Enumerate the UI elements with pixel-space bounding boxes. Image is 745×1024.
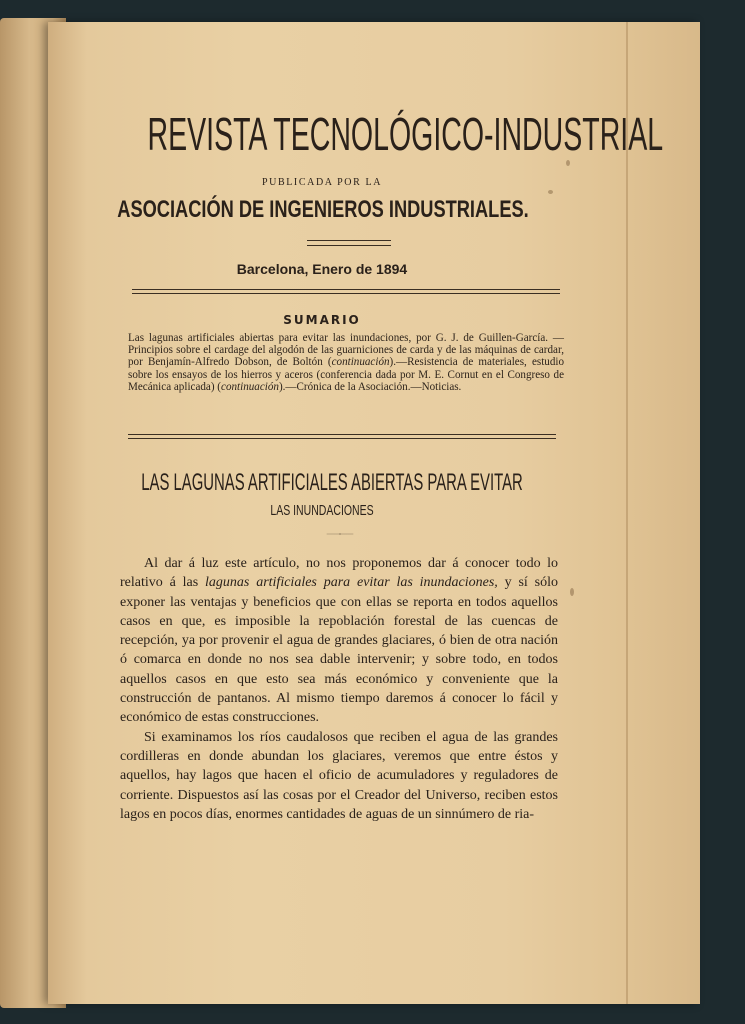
ornament-divider bbox=[300, 533, 380, 535]
published-by: PUBLICADA POR LA bbox=[261, 177, 383, 188]
summary-italic-b: continuación bbox=[221, 380, 279, 393]
summary-heading: SUMARIO bbox=[283, 313, 361, 327]
paragraph-1 bbox=[120, 554, 558, 728]
summary-part-c: ).—Crónica de la Asociación.—Noticias. bbox=[278, 380, 462, 393]
date-rule bbox=[132, 289, 560, 294]
article-body bbox=[120, 554, 558, 824]
issue-date: Barcelona, Enero de 1894 bbox=[236, 261, 408, 277]
paper-speck bbox=[566, 160, 570, 166]
paragraph-2: Si examinamos los ríos caudalosos que reciben el agua de las grandes cordilleras en donde abundan los glaciares, veremos que entre éstos y aquellos, hay lagos que hacen el oficio de acumuladores y reguladores de corriente. Dispuestos así las cosas por el Creador del Universo, reciben estos lagos en pocos días, enormes cantidades de aguas de un sinnúmero de ria- bbox=[120, 729, 558, 822]
masthead-rule bbox=[307, 240, 391, 246]
association-name: ASOCIACIÓN DE INGENIEROS INDUSTRIALES. bbox=[117, 196, 529, 223]
paper-speck bbox=[570, 588, 574, 596]
paragraph-1-end: y sí sólo exponer las ventajas y beneficios que con ellas se reporta en todos aquellos casos en que, es imposible la repoblación forestal de las cuencas de recepción, ya por provenir el agua de grandes glaciares, ó bien de otra nación ó comarca en donde no nos sea dable intervenir; y sobre todo, en todos aquellos casos en que esto sea más económico y conveniente que la construcción de pantanos. Al mismo tiempo daremos á conocer lo fácil y económico de estas construcciones. bbox=[120, 575, 558, 726]
page-fold-line bbox=[626, 22, 628, 1004]
summary-text bbox=[128, 332, 564, 393]
article-title: LAS LAGUNAS ARTIFICIALES ABIERTAS PARA EVITAR bbox=[141, 469, 523, 496]
paragraph-1-italic: lagunas artificiales para evitar las inundaciones, bbox=[205, 575, 498, 591]
article-subtitle: LAS INUNDACIONES bbox=[270, 502, 374, 519]
journal-title: REVISTA TECNOLÓGICO-INDUSTRIAL bbox=[147, 108, 664, 160]
paragraph-1-start: Al dar á luz este artículo, no nos proponemos dar á conocer todo lo relativo á las bbox=[120, 556, 558, 591]
summary-italic-a: continuación bbox=[331, 356, 390, 369]
summary-rule bbox=[128, 434, 556, 439]
summary-part-a: Las lagunas artificiales abiertas para evitar las inundaciones, por G. J. de Guillen-García. —Principios sobre el cardage del algodón de las guarniciones de carda y de las máquinas de cardar, por Benjamín-Alfredo Dobson, de Boltón ( bbox=[128, 332, 564, 369]
summary-part-b: ).—Resistencia de materiales, estudio sobre los ensayos de los hierros y aceros (conferencia dada por M. E. Cornut en el Congreso de Mecánica aplicada) ( bbox=[128, 356, 564, 393]
paper-speck bbox=[548, 190, 553, 194]
